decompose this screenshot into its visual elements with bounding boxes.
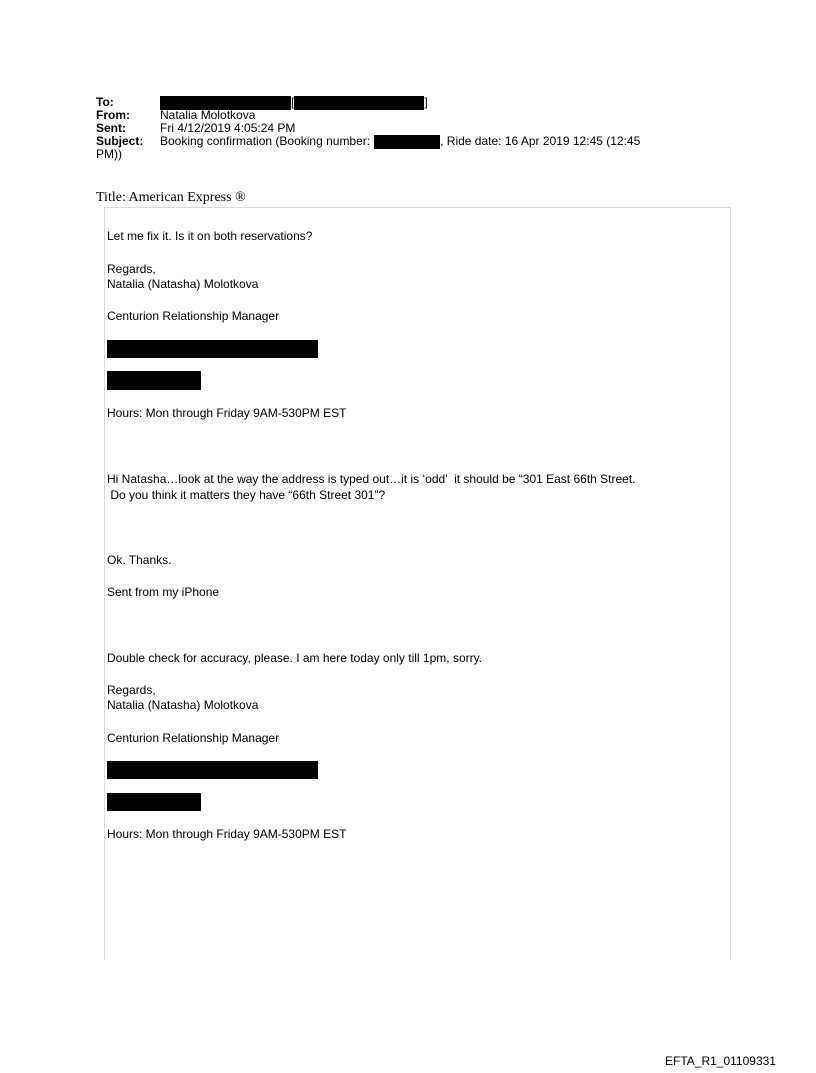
bracket-close: ]	[424, 95, 428, 109]
subject-suffix: , Ride date: 16 Apr 2019 12:45 (12:45	[440, 134, 641, 148]
body-line: Ok. Thanks.	[107, 553, 172, 567]
body-line: Centurion Relationship Manager	[107, 309, 280, 323]
body-line: Do you think it matters they have “66th Street 301”?	[107, 488, 386, 502]
sent-value: Fri 4/12/2019 4:05:24 PM	[160, 121, 296, 135]
subject-row	[96, 135, 736, 148]
email-header	[96, 96, 736, 161]
subject-line2: PM))	[96, 147, 122, 161]
from-label: From:	[96, 108, 130, 122]
bracket-open: [	[291, 95, 295, 109]
body-line: Centurion Relationship Manager	[107, 731, 280, 745]
from-value: Natalia Molotkova	[160, 108, 256, 122]
body-line: Regards,	[107, 683, 156, 697]
body-line: Hi Natasha…look at the way the address is typed out…it is ‘odd’ it should be “301 East 66th Street.	[107, 472, 636, 486]
redaction-bar	[107, 371, 201, 390]
body-line: Double check for accuracy, please. I am here today only till 1pm, sorry.	[107, 651, 483, 665]
body-line: Hours: Mon through Friday 9AM-530PM EST	[107, 406, 347, 420]
redaction-bar	[107, 793, 201, 811]
redaction-bar	[107, 761, 318, 779]
to-label: To:	[96, 95, 114, 109]
body-line: Sent from my iPhone	[107, 585, 220, 599]
bates-number: EFTA_R1_01109331	[665, 1054, 776, 1068]
redaction-bar	[107, 340, 318, 358]
document-title: Title: American Express ®	[96, 190, 246, 205]
redaction-bar	[294, 96, 424, 110]
subject-prefix: Booking confirmation (Booking number:	[160, 134, 371, 148]
body-line: Natalia (Natasha) Molotkova	[107, 277, 259, 291]
body-line: Let me fix it. Is it on both reservations?	[107, 229, 313, 243]
body-line: Regards,	[107, 262, 156, 276]
sent-label: Sent:	[96, 121, 126, 135]
body-line: Hours: Mon through Friday 9AM-530PM EST	[107, 827, 347, 841]
subject-label: Subject:	[96, 134, 144, 148]
redaction-bar	[374, 135, 440, 149]
body-line: Natalia (Natasha) Molotkova	[107, 698, 259, 712]
